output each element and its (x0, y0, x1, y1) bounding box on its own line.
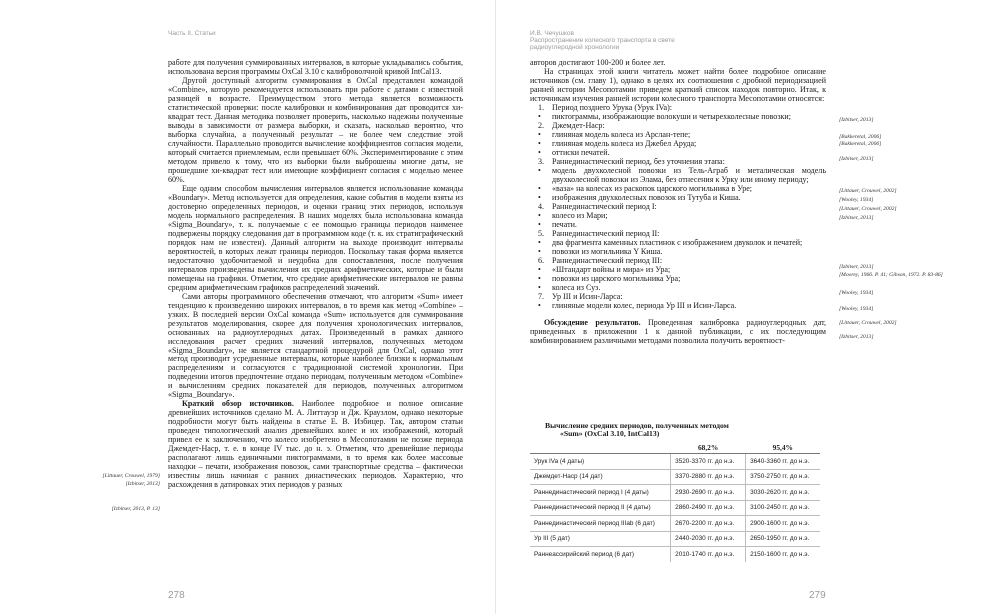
table-cell: 3100-2450 гг. до н.э. (746, 500, 820, 516)
table-row (530, 485, 820, 501)
paragraph: На страницах этой книги читатель может найти более подробное описание источников (см. главу 1), однако в целях их соотношения с дробной периодизацией ранней истории Месопотамии приведем краткий список находок повторно. Итак, к источникам изучения ранней истории колесного транспорта Месопотамии относятся: (530, 66, 826, 103)
list-item: • «Штандарт войны и мира» из Ура; (538, 264, 671, 274)
page-number-right: 279 (809, 590, 826, 601)
paragraph-text: Наиболее подробное и полное описание древнейших источников сделано М. А. Литтауэр и Дж. Краузлом, однако некоторые подробности могут быть найдены в статье Е. В. Избицер. Так, автором статьи проведен типологический анализ древнейших колес и их изображений, который привел ее к заключению, что колесо изобретено в Месопотамии не позже периода Джемдет-Наср, т. е. в конце IV тыс. до н. э. Отметим, что древнейшие периоды располагают лишь единичными пиктограммами, в то время как более массовые находки – печати, изображения повозок, сами транспортные средства – фактически известны лишь начиная с ранних династических периодов. Характерно, что расхождения в датировках этих периодов у разных (168, 399, 464, 490)
results-table (530, 442, 820, 562)
table-cell: Раннеассирийский период (6 дат) (534, 550, 635, 558)
list-item: • колеса из Суз. (538, 282, 601, 292)
table-cell: 2670-2200 гг. до н.э. (671, 516, 746, 532)
list-item: • печати. (538, 219, 577, 229)
table-header-cell: 68,2% (671, 442, 746, 454)
margin-note: [Izbitser, 2013] (125, 481, 160, 487)
margin-note: [Wooley, 1934] (839, 306, 874, 312)
table-cell: Раннединастический период IIIab (6 дат) (530, 516, 671, 532)
table-cell: 2650-1950 гг. до н.э. (746, 531, 820, 547)
list-item: • глиняная модель колеса из Джебел Аруда; (538, 138, 697, 148)
list-item: • повозки из царского могильника Ура; (538, 273, 681, 283)
section-heading: Обсуждение результатов. (544, 317, 641, 327)
margin-note: [Izbitser, 2013] (839, 117, 874, 123)
table-cell: Джемдет-Наср (14 дат) (530, 469, 671, 485)
margin-note: [Izbitser, 2013] (839, 156, 874, 162)
paragraph: Другой доступный алгоритм суммирования в OxCal представлен командой «Combine», которую рекомендуется использовать при работе с датами с известной разницей в возрасте. Преимуществом этого метода является возможность статистической проверки: после калибровки и комбинирования дат проводится хи-квадрат тест. Данная методика позволяет проверить, насколько надежны полученные выводы в зависимости от размера выборки, и сказать, насколько вероятно, что выборка случайна, а полученный результат – не более чем следствие этой случайности. Параллельно проводится вычисление коэффициентов согласия модели, который считается приемлемым, если превышает 60%. Экспериментирование с этим методом привело к тому, что из выборки были выброшены многие даты, не прошедшие хи-квадрат тест или имеющие коэффициент согласия с моделью менее 60%. (168, 75, 463, 184)
table-cell: 3520-3370 гг. до н.э. (671, 454, 746, 470)
list-item: • колесо из Мари; (538, 210, 608, 220)
table-cell: Раннединастический период II (4 даты) (530, 500, 671, 516)
table-cell: 2440-2030 гг. до н.э. (671, 531, 746, 547)
list-item: • пиктограммы, изображающие волокуши и четырехколесные повозки; (538, 111, 791, 121)
list-item: 3. Раннединастический период, без уточнения этапа: (538, 156, 725, 166)
right-body-text (530, 58, 826, 345)
table-caption (545, 422, 729, 439)
margin-note: [Izbitser, 2013] (839, 334, 874, 340)
running-head-left: Часть II. Статьи (168, 30, 216, 37)
table-cell: 3370-2880 гг. до н.э. (671, 469, 746, 485)
list-item: • глиняные модели колес, периода Ур III и Исин-Ларса. (538, 300, 737, 310)
running-head-title-line: радиоуглеродной хронологии (530, 44, 620, 51)
table-cell: 2010-1740 гг. до н.э. (671, 547, 746, 562)
table-cell: 2900-1600 гг. до н.э. (746, 516, 820, 532)
paragraph: Еще одним способом вычисления интервалов является использование команды «Boundary». Метод используется для определения, какие события в модели взяты из достоверно определенных периодов, и оценки границ этих периодов, используя модель нормального распределения. В наших моделях была использована команда «Sigma_Boundary», т. к. получаемые с ее помощью границы периодов наименее подвержены порядку следования дат в программном коде (т. к. их стратиграфический порядок нам не известен). Данный алгоритм на выходе производит интервалы вероятностей, в которых лежат границы периодов. Поскольку такая форма является недостаточно удобочитаемой и неудобна для сопоставления, после получения интервалов произведены вычисления их средних арифметических, которые и были помещены на графики. Отметим, что средние арифметические интервалов не равны средним арифметическим графиков распределений значений. (168, 183, 463, 292)
left-body-text (168, 58, 463, 489)
table-row (530, 531, 820, 547)
table-header-cell: 95,4% (746, 442, 820, 454)
list-item: 7. Ур III и Исин-Ларса: (538, 291, 623, 301)
running-head-right (530, 30, 675, 51)
margin-note: [Izbitser, 2013] (839, 215, 874, 221)
margin-note: [Wooley, 1934] (839, 290, 874, 296)
margin-note: [Littauer, Crouwel, 1979] (102, 473, 160, 479)
table-cell: Ур III (5 дат) (530, 531, 671, 547)
source-list (530, 103, 826, 310)
table-cell: 3750-2750 гг. до н.э. (746, 469, 820, 485)
table-cell: 2930-2690 гг. до н.э. (671, 485, 746, 501)
table-cell: Раннединастический период I (4 даты) (530, 485, 671, 501)
page-number-left: 278 (168, 590, 185, 601)
table-row (530, 516, 820, 532)
margin-note: [Littauer, Crouwel, 2002] (839, 188, 897, 194)
running-head-author: И.В. Чечушков (530, 30, 574, 37)
margin-note: [Bakkeretal, 2006] (839, 141, 882, 147)
table-header-cell (530, 442, 671, 454)
list-item: • два фрагмента каменных пластинок с изображением двуколок и печатей; (538, 237, 803, 247)
paragraph: Сами авторы программного обеспечения отмечают, что алгоритм «Sum» имеет тенденцию к произведению широких интервалов, в то время как метод «Combine» – узких. В последней версии OxCal команда «Sum» используется для суммирования результатов моделирования, скорее для получения хронологических интервалов, основанных на радиоуглеродных датах. Произведенный в рамках данного исследования расчет средних значений интервалов, полученных методом «Sigma_Boundary», не является стандартной процедурой для OxCal, однако этот метод производит усредненные интервалы, которые наиболее близки к нормальным распределениям и согласуются с традиционной системой хронологии. При подведении итогов предпочтение отдано периодам, полученным методом «Combine» и вычислениям средних показателей для периодов, полученных алгоритмом «Sigma_Boundary». (168, 291, 463, 400)
table-cell: 3640-3360 гг. до н.э. (746, 454, 820, 470)
list-item: • повозки из могильника Y Киша. (538, 246, 663, 256)
list-item: • модель двухколесной повозки из Тель-Аграб и металическая модель двухколесной повозки из Элама, без отнесения к Урку или иному периоду; (538, 165, 826, 184)
running-head-title-line: Распространение колесного транспорта в свете (530, 37, 675, 44)
list-item: • оттиски печатей. (538, 147, 610, 157)
left-page (0, 0, 495, 614)
table-caption-line: «Sum» (OxCal 3.10, IntCal13) (560, 429, 660, 439)
list-item: • глиняная модель колеса из Арслан-тепе; (538, 129, 691, 139)
margin-note: [Izbitser, 2013] (839, 264, 874, 270)
table-row (530, 547, 820, 562)
paragraph-discussion (530, 318, 826, 345)
table-caption-line: Вычисление средних периодов, полученных методом (545, 421, 729, 430)
list-item: • «ваза» на колесах из раскопок царского могильника в Уре; (538, 183, 753, 193)
table-cell: Урук IVa (4 даты) (530, 454, 671, 470)
list-item: 5. Раннединастический период II: (538, 228, 660, 238)
margin-note: [Littauer, Crouwel, 2002] (839, 320, 897, 326)
margin-note: [Littauer, Crouwel, 2002] (839, 206, 897, 212)
table-row (530, 500, 820, 516)
list-item: 6. Раннединастический период III: (538, 255, 663, 265)
paragraph-text: Проведенная калибровка радиоуглеродных дат, приведенных в приложении 1 к данной публикации, с их последующим комбинированием различными методами позволила получить вероятност- (530, 317, 826, 345)
right-page (496, 0, 991, 614)
table-row (530, 454, 820, 470)
list-item: • изображения двухколесных повозок из Тутуба и Киша. (538, 192, 741, 202)
margin-note: [Wooley, 1934] (839, 197, 874, 203)
table-row (530, 469, 820, 485)
paragraph-review (168, 399, 463, 489)
table-header-row (530, 442, 820, 454)
paragraph: работе для получения суммированных интервалов, в которые укладывались события, использована версия программы OxCal 3.10 с калиброволчной кривой IntCal13. (168, 58, 463, 76)
margin-note: [Moorey, 1966. P. 41; Gibson, 1972. P. 83-86] (839, 272, 943, 278)
table-cell: 3030-2620 гг. до н.э. (746, 485, 820, 501)
table-cell: 2860-2490 гг. до н.э. (671, 500, 746, 516)
list-item: 1. Период позднего Урука (Урук IVa): (538, 102, 672, 112)
list-item: 4. Раннединастический период I: (538, 201, 657, 211)
table-cell: 2150-1600 гг. до н.э. (746, 547, 820, 562)
list-item: 2. Джемдет-Наср: (538, 120, 605, 130)
margin-note: [Bakkeretal, 2006] (839, 134, 882, 140)
section-heading: Краткий обзор источников. (182, 399, 294, 409)
paragraph: авторов достигают 100-200 и более лет. (530, 58, 666, 67)
margin-note: [Izbitser, 2013, P. 13] (111, 506, 160, 512)
